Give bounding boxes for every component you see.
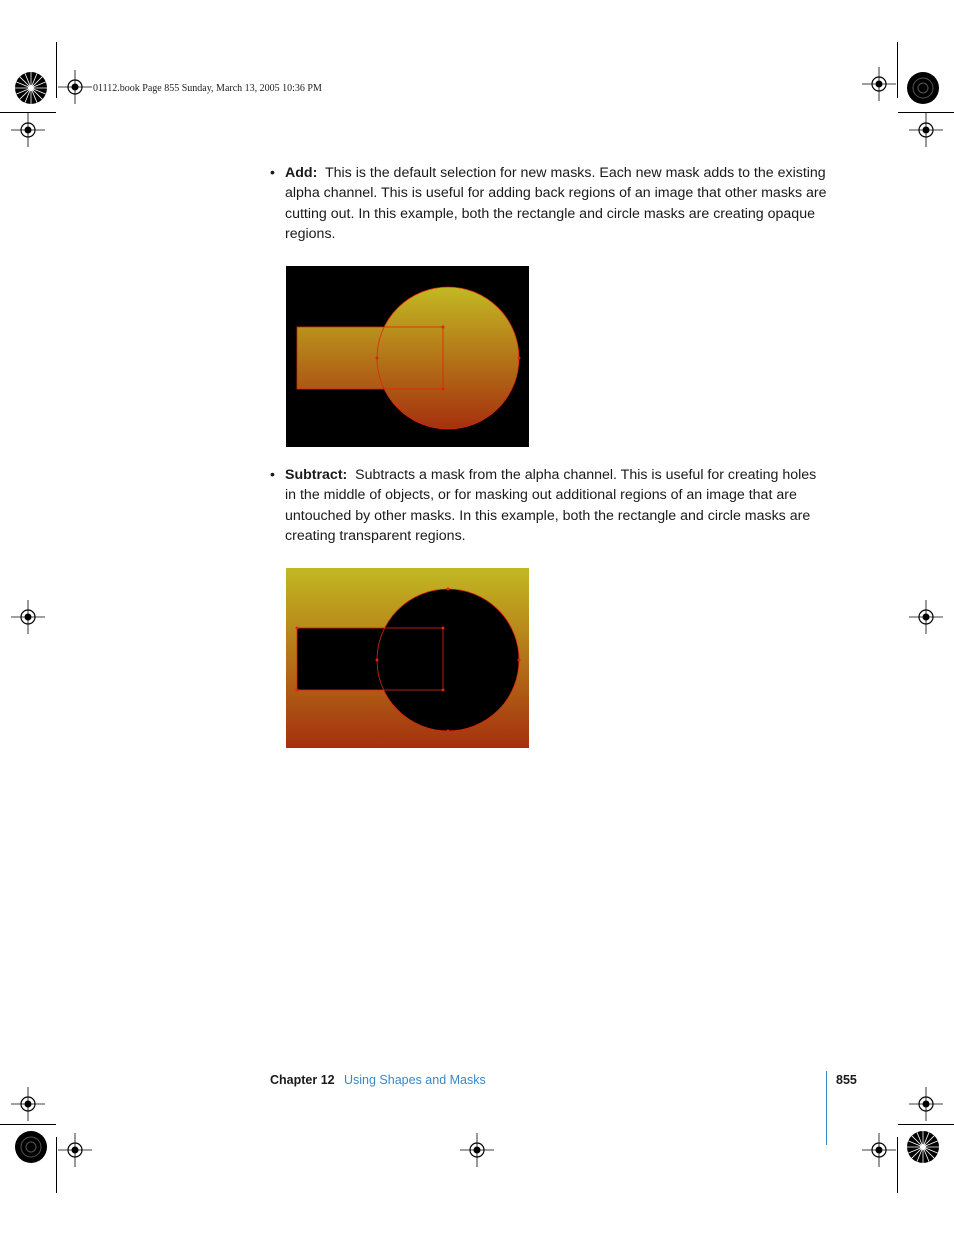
registration-target-icon bbox=[862, 67, 896, 101]
footer-chapter-title: Using Shapes and Masks bbox=[344, 1073, 486, 1087]
bullet-add bbox=[270, 163, 830, 245]
bullet-mark: • bbox=[270, 165, 275, 181]
add-mode-figure bbox=[286, 266, 529, 447]
starburst-mark-icon bbox=[906, 1130, 940, 1164]
page-number: 855 bbox=[836, 1073, 857, 1087]
registration-target-icon bbox=[58, 70, 92, 104]
registration-target-icon bbox=[11, 1087, 45, 1121]
bullet-body: This is the default selection for new masks. Each new mask adds to the existing alpha channel. This is useful for adding back regions of an image that other masks are cutting out. In this example, both the rectangle and circle masks are creating opaque regions. bbox=[285, 165, 827, 243]
footer-divider bbox=[826, 1071, 827, 1145]
starburst-mark-icon bbox=[906, 71, 940, 105]
registration-target-icon bbox=[460, 1133, 494, 1167]
registration-target-icon bbox=[909, 600, 943, 634]
registration-target-icon bbox=[11, 600, 45, 634]
registration-target-icon bbox=[909, 1087, 943, 1121]
subtract-mode-figure bbox=[286, 568, 529, 748]
starburst-mark-icon bbox=[14, 1130, 48, 1164]
footer-chapter: Chapter 12 bbox=[270, 1073, 335, 1087]
bullet-body: Subtracts a mask from the alpha channel. This is useful for creating holes in the middle of objects, or for masking out additional regions of an image that are untouched by other masks. In this example, both the rectangle and circle masks are creating transparent regions. bbox=[285, 467, 817, 545]
starburst-mark-icon bbox=[14, 71, 48, 105]
circle-mask bbox=[377, 287, 519, 429]
bullet-term: Subtract: bbox=[285, 467, 348, 483]
bullet-mark: • bbox=[270, 467, 275, 483]
registration-target-icon bbox=[909, 113, 943, 147]
registration-target-icon bbox=[58, 1133, 92, 1167]
registration-target-icon bbox=[11, 113, 45, 147]
print-slug: 01112.book Page 855 Sunday, March 13, 2005 10:36 PM bbox=[93, 83, 322, 94]
bullet-subtract bbox=[270, 465, 830, 547]
circle-mask bbox=[377, 589, 519, 731]
registration-target-icon bbox=[862, 1133, 896, 1167]
bullet-term: Add: bbox=[285, 165, 318, 181]
